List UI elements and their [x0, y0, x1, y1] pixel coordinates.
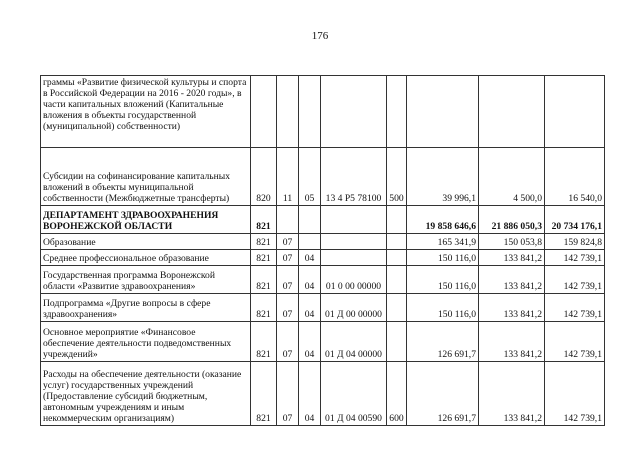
cell-vr: [387, 322, 407, 362]
page-number: 176: [311, 30, 329, 42]
table-row: [41, 266, 605, 294]
cell-year3: 16 540,0: [545, 148, 605, 206]
table-row: [41, 250, 605, 266]
row-name: Основное мероприятие «Финансовое обеспечение деятельности подведомственных учреждений»: [41, 322, 251, 362]
cell-vr: [387, 76, 407, 148]
cell-gr: 821: [251, 322, 277, 362]
cell-pr: 04: [299, 294, 321, 322]
table-row: [41, 206, 605, 234]
cell-gr: 820: [251, 148, 277, 206]
cell-year3: 20 734 176,1: [545, 206, 605, 234]
cell-vr: 500: [387, 148, 407, 206]
cell-pr: 04: [299, 362, 321, 426]
table-row: [41, 362, 605, 426]
cell-year3: 159 824,8: [545, 234, 605, 250]
cell-year3: 142 739,1: [545, 294, 605, 322]
cell-gr: 821: [251, 294, 277, 322]
cell-year1: [407, 76, 479, 148]
cell-csr: 01 Д 04 00590: [321, 362, 387, 426]
cell-csr: [321, 234, 387, 250]
cell-year2: 133 841,2: [479, 362, 545, 426]
cell-year3: 142 739,1: [545, 266, 605, 294]
cell-year2: 133 841,2: [479, 250, 545, 266]
cell-pr: [299, 234, 321, 250]
cell-year3: 142 739,1: [545, 362, 605, 426]
cell-gr: [251, 76, 277, 148]
cell-year1: 150 116,0: [407, 266, 479, 294]
cell-gr: 821: [251, 362, 277, 426]
cell-rz: 07: [277, 362, 299, 426]
cell-year2: 21 886 050,3: [479, 206, 545, 234]
cell-pr: [299, 206, 321, 234]
cell-csr: 01 Д 00 00000: [321, 294, 387, 322]
cell-rz: [277, 206, 299, 234]
cell-csr: 13 4 Р5 78100: [321, 148, 387, 206]
cell-rz: 07: [277, 250, 299, 266]
cell-vr: 600: [387, 362, 407, 426]
row-name: Среднее профессиональное образование: [41, 250, 251, 266]
row-name: Субсидии на софинансирование капитальных вложений в объекты муниципальной собственности (Межбюджетные трансферты): [41, 148, 251, 206]
cell-year2: 133 841,2: [479, 266, 545, 294]
cell-gr: 821: [251, 234, 277, 250]
cell-year3: 142 739,1: [545, 322, 605, 362]
cell-vr: [387, 294, 407, 322]
table-row: [41, 322, 605, 362]
cell-csr: 01 0 00 00000: [321, 266, 387, 294]
cell-year1: 126 691,7: [407, 322, 479, 362]
cell-year2: 133 841,2: [479, 294, 545, 322]
cell-year2: 133 841,2: [479, 322, 545, 362]
cell-year3: 142 739,1: [545, 250, 605, 266]
row-name: Образование: [41, 234, 251, 250]
table-body: [41, 76, 605, 426]
row-name: Подпрограмма «Другие вопросы в сфере здравоохранения»: [41, 294, 251, 322]
table-row: [41, 148, 605, 206]
cell-gr: 821: [251, 250, 277, 266]
cell-vr: [387, 206, 407, 234]
cell-csr: [321, 250, 387, 266]
cell-rz: [277, 76, 299, 148]
table-row: [41, 76, 605, 148]
cell-year1: 126 691,7: [407, 362, 479, 426]
cell-year2: 150 053,8: [479, 234, 545, 250]
cell-csr: [321, 206, 387, 234]
cell-vr: [387, 234, 407, 250]
cell-csr: [321, 76, 387, 148]
cell-pr: 04: [299, 250, 321, 266]
cell-year1: 19 858 646,6: [407, 206, 479, 234]
cell-year1: 150 116,0: [407, 294, 479, 322]
cell-rz: 07: [277, 234, 299, 250]
cell-pr: 05: [299, 148, 321, 206]
cell-vr: [387, 266, 407, 294]
cell-vr: [387, 250, 407, 266]
row-name: Государственная программа Воронежской области «Развитие здравоохранения»: [41, 266, 251, 294]
cell-rz: 07: [277, 294, 299, 322]
cell-pr: [299, 76, 321, 148]
cell-year3: [545, 76, 605, 148]
row-name: граммы «Развитие физической культуры и спорта в Российской Федерации на 2016 - 2020 годы», в части капитальных вложений (Капитальные вложения в объекты государственной (муниципальной) собственности): [41, 76, 251, 148]
table-row: [41, 294, 605, 322]
cell-csr: 01 Д 04 00000: [321, 322, 387, 362]
cell-year1: 150 116,0: [407, 250, 479, 266]
cell-gr: 821: [251, 206, 277, 234]
budget-table: [40, 75, 605, 426]
cell-rz: 07: [277, 322, 299, 362]
row-name: Расходы на обеспечение деятельности (оказание услуг) государственных учреждений (Предоставление субсидий бюджетным, автономным учреждениям и иным некоммерческим организациям): [41, 362, 251, 426]
cell-year2: [479, 76, 545, 148]
cell-gr: 821: [251, 266, 277, 294]
table-row: [41, 234, 605, 250]
cell-rz: 07: [277, 266, 299, 294]
cell-pr: 04: [299, 266, 321, 294]
row-name: ДЕПАРТАМЕНТ ЗДРАВООХРАНЕНИЯ ВОРОНЕЖСКОЙ ОБЛАСТИ: [41, 206, 251, 234]
cell-rz: 11: [277, 148, 299, 206]
cell-year2: 4 500,0: [479, 148, 545, 206]
cell-year1: 39 996,1: [407, 148, 479, 206]
cell-pr: 04: [299, 322, 321, 362]
cell-year1: 165 341,9: [407, 234, 479, 250]
